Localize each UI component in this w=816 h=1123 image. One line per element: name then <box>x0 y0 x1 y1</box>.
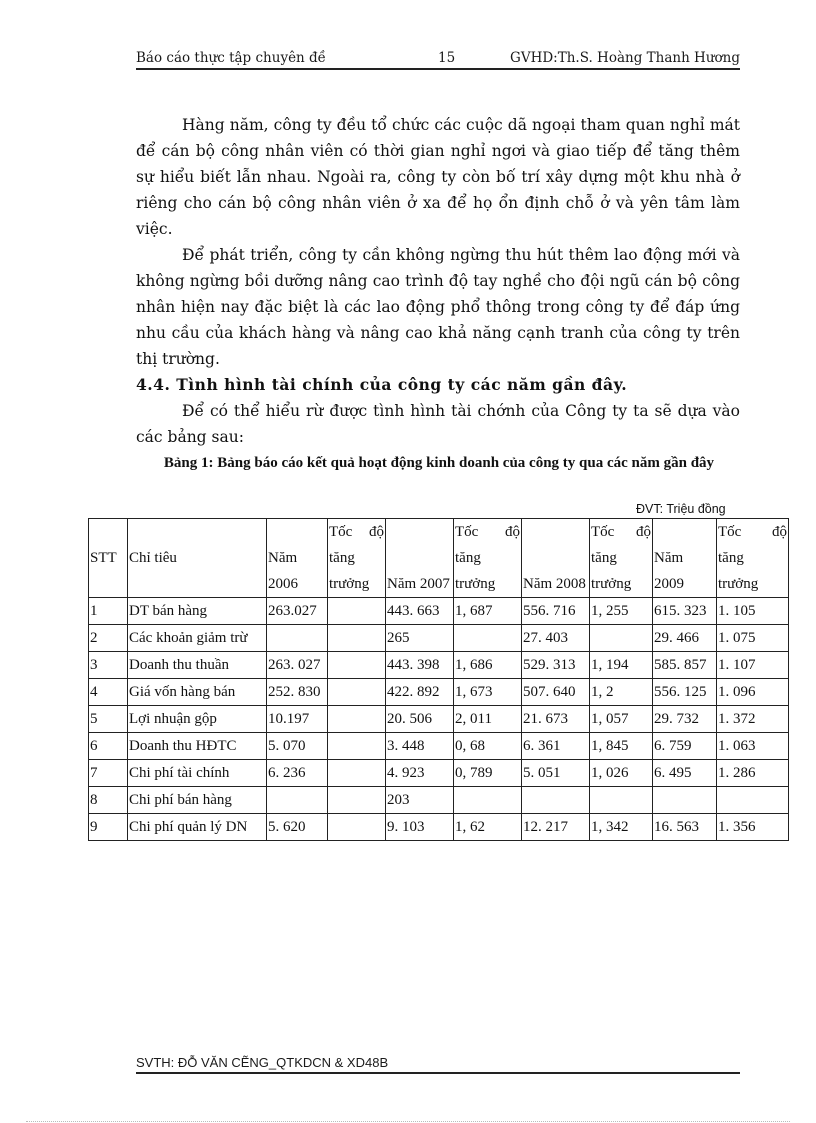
cell-g4: 1. 286 <box>717 760 789 787</box>
header-year-2007: Năm 2007 <box>386 519 454 598</box>
cell-indicator: Chi phí bán hàng <box>128 787 267 814</box>
table-header-row <box>89 519 789 598</box>
cell-y2009: 29. 732 <box>653 706 717 733</box>
cell-stt: 7 <box>89 760 128 787</box>
cell-g4: 1. 356 <box>717 814 789 841</box>
cell-y2009: 6. 759 <box>653 733 717 760</box>
cell-g3 <box>590 625 653 652</box>
cell-y2008: 12. 217 <box>522 814 590 841</box>
header-growth-3: Tốc độ tăng trưởng <box>590 519 653 598</box>
cell-g3: 1, 026 <box>590 760 653 787</box>
header-page-number: 15 <box>438 50 456 66</box>
cell-g4: 1. 075 <box>717 625 789 652</box>
cell-g2: 1, 62 <box>454 814 522 841</box>
cell-y2006 <box>267 787 328 814</box>
header-growth-1: Tốc độ tăng trưởng <box>328 519 386 598</box>
cell-g2 <box>454 625 522 652</box>
cell-y2009: 29. 466 <box>653 625 717 652</box>
cell-g2: 0, 789 <box>454 760 522 787</box>
cell-y2006: 263.027 <box>267 598 328 625</box>
cell-y2009 <box>653 787 717 814</box>
header-year-2006: Năm 2006 <box>267 519 328 598</box>
table-row <box>89 625 789 652</box>
cell-y2007: 422. 892 <box>386 679 454 706</box>
cell-y2008: 6. 361 <box>522 733 590 760</box>
cell-y2007: 9. 103 <box>386 814 454 841</box>
cell-indicator: Doanh thu thuần <box>128 652 267 679</box>
cell-stt: 8 <box>89 787 128 814</box>
cell-stt: 2 <box>89 625 128 652</box>
table-row <box>89 760 789 787</box>
cell-g4: 1. 372 <box>717 706 789 733</box>
cell-stt: 1 <box>89 598 128 625</box>
cell-stt: 3 <box>89 652 128 679</box>
header-growth-2: Tốc độ tăng trưởng <box>454 519 522 598</box>
cell-y2006: 6. 236 <box>267 760 328 787</box>
cell-y2009: 6. 495 <box>653 760 717 787</box>
body-text <box>136 112 740 450</box>
cell-y2009: 556. 125 <box>653 679 717 706</box>
table-title: Bảng 1: Bảng báo cáo kết quả hoạt động kinh doanh của công ty qua các năm gần đây <box>163 455 715 471</box>
section-heading: 4.4. Tình hình tài chính của công ty các năm gần đây. <box>136 375 628 394</box>
header-report-title: Báo cáo thực tập chuyên đề <box>136 50 326 66</box>
cell-y2008: 5. 051 <box>522 760 590 787</box>
cell-g4: 1. 107 <box>717 652 789 679</box>
cell-y2006: 5. 620 <box>267 814 328 841</box>
cell-g1 <box>328 814 386 841</box>
cell-g3: 1, 342 <box>590 814 653 841</box>
cell-g4: 1. 096 <box>717 679 789 706</box>
header-indicator: Chỉ tiêu <box>128 519 267 598</box>
cell-y2006: 5. 070 <box>267 733 328 760</box>
cell-y2007: 203 <box>386 787 454 814</box>
table-row <box>89 787 789 814</box>
cell-indicator: Doanh thu HĐTC <box>128 733 267 760</box>
cell-y2008: 21. 673 <box>522 706 590 733</box>
cell-y2009: 16. 563 <box>653 814 717 841</box>
cell-y2009: 615. 323 <box>653 598 717 625</box>
cell-indicator: Các khoản giảm trừ <box>128 625 267 652</box>
cell-y2008: 27. 403 <box>522 625 590 652</box>
table-row <box>89 733 789 760</box>
cell-g3: 1, 057 <box>590 706 653 733</box>
table-row <box>89 652 789 679</box>
table-row <box>89 679 789 706</box>
cell-g3: 1, 194 <box>590 652 653 679</box>
cell-stt: 9 <box>89 814 128 841</box>
cell-stt: 5 <box>89 706 128 733</box>
cell-indicator: Chi phí tài chính <box>128 760 267 787</box>
cell-g2: 0, 68 <box>454 733 522 760</box>
cell-stt: 6 <box>89 733 128 760</box>
cell-y2009: 585. 857 <box>653 652 717 679</box>
cell-indicator: Lợi nhuận gộp <box>128 706 267 733</box>
cell-y2006 <box>267 625 328 652</box>
cell-g1 <box>328 760 386 787</box>
cell-g1 <box>328 598 386 625</box>
table-unit: ĐVT: Triệu đồng <box>636 502 726 516</box>
header-stt: STT <box>89 519 128 598</box>
page-footer <box>136 1052 740 1074</box>
header-growth-4: Tốc độ tăng trưởng <box>717 519 789 598</box>
cell-y2006: 10.197 <box>267 706 328 733</box>
page-header <box>136 46 740 70</box>
cell-y2007: 3. 448 <box>386 733 454 760</box>
report-table <box>88 518 789 841</box>
cell-y2008: 507. 640 <box>522 679 590 706</box>
intro-paragraph: Để có thể hiểu rừ được tình hình tài chớnh của Công ty ta sẽ dựa vào các bảng sau: <box>136 402 740 446</box>
cell-g4: 1. 105 <box>717 598 789 625</box>
cell-y2008: 529. 313 <box>522 652 590 679</box>
page-bottom-rule <box>26 1121 790 1122</box>
cell-stt: 4 <box>89 679 128 706</box>
cell-g2: 1, 673 <box>454 679 522 706</box>
cell-g1 <box>328 706 386 733</box>
cell-g1 <box>328 787 386 814</box>
cell-indicator: DT bán hàng <box>128 598 267 625</box>
cell-g4: 1. 063 <box>717 733 789 760</box>
paragraph-2: Để phát triển, công ty cần không ngừng thu hút thêm lao động mới và không ngừng bồi dưỡng nâng cao trình độ tay nghề cho đội ngũ cán bộ công nhân hiện nay đặc biệt là các lao động phổ thông trong công ty để đáp ứng nhu cầu của khách hàng và nâng cao khả năng cạnh tranh của công ty trên thị trường. <box>136 246 740 368</box>
cell-y2007: 443. 663 <box>386 598 454 625</box>
cell-y2006: 252. 830 <box>267 679 328 706</box>
table-row <box>89 598 789 625</box>
cell-g1 <box>328 652 386 679</box>
cell-g3: 1, 845 <box>590 733 653 760</box>
cell-g2: 1, 687 <box>454 598 522 625</box>
header-year-2008: Năm 2008 <box>522 519 590 598</box>
cell-y2007: 20. 506 <box>386 706 454 733</box>
footer-student: SVTH: ĐỖ VĂN CẼNG_QTKDCN & XD48B <box>136 1055 389 1070</box>
cell-g3 <box>590 787 653 814</box>
cell-y2007: 4. 923 <box>386 760 454 787</box>
cell-g3: 1, 255 <box>590 598 653 625</box>
paragraph-1: Hàng năm, công ty đều tổ chức các cuộc dã ngoại tham quan nghỉ mát để cán bộ công nhân viên có thời gian nghỉ ngơi và giao tiếp để tăng thêm sự hiểu biết lẫn nhau. Ngoài ra, công ty còn bố trí xây dựng một khu nhà ở riêng cho cán bộ công nhân viên ở xa để họ ổn định chỗ ở và yên tâm làm việc. <box>136 116 740 238</box>
cell-indicator: Giá vốn hàng bán <box>128 679 267 706</box>
cell-y2008: 556. 716 <box>522 598 590 625</box>
cell-g1 <box>328 733 386 760</box>
header-year-2009: Năm 2009 <box>653 519 717 598</box>
cell-y2006: 263. 027 <box>267 652 328 679</box>
cell-g2: 2, 011 <box>454 706 522 733</box>
cell-y2007: 265 <box>386 625 454 652</box>
cell-g2: 1, 686 <box>454 652 522 679</box>
cell-g1 <box>328 625 386 652</box>
cell-g1 <box>328 679 386 706</box>
cell-indicator: Chi phí quản lý DN <box>128 814 267 841</box>
cell-g2 <box>454 787 522 814</box>
cell-g3: 1, 2 <box>590 679 653 706</box>
cell-y2007: 443. 398 <box>386 652 454 679</box>
table-row <box>89 814 789 841</box>
cell-y2008 <box>522 787 590 814</box>
table-row <box>89 706 789 733</box>
cell-g4 <box>717 787 789 814</box>
header-supervisor: GVHD:Th.S. Hoàng Thanh Hương <box>510 50 740 66</box>
